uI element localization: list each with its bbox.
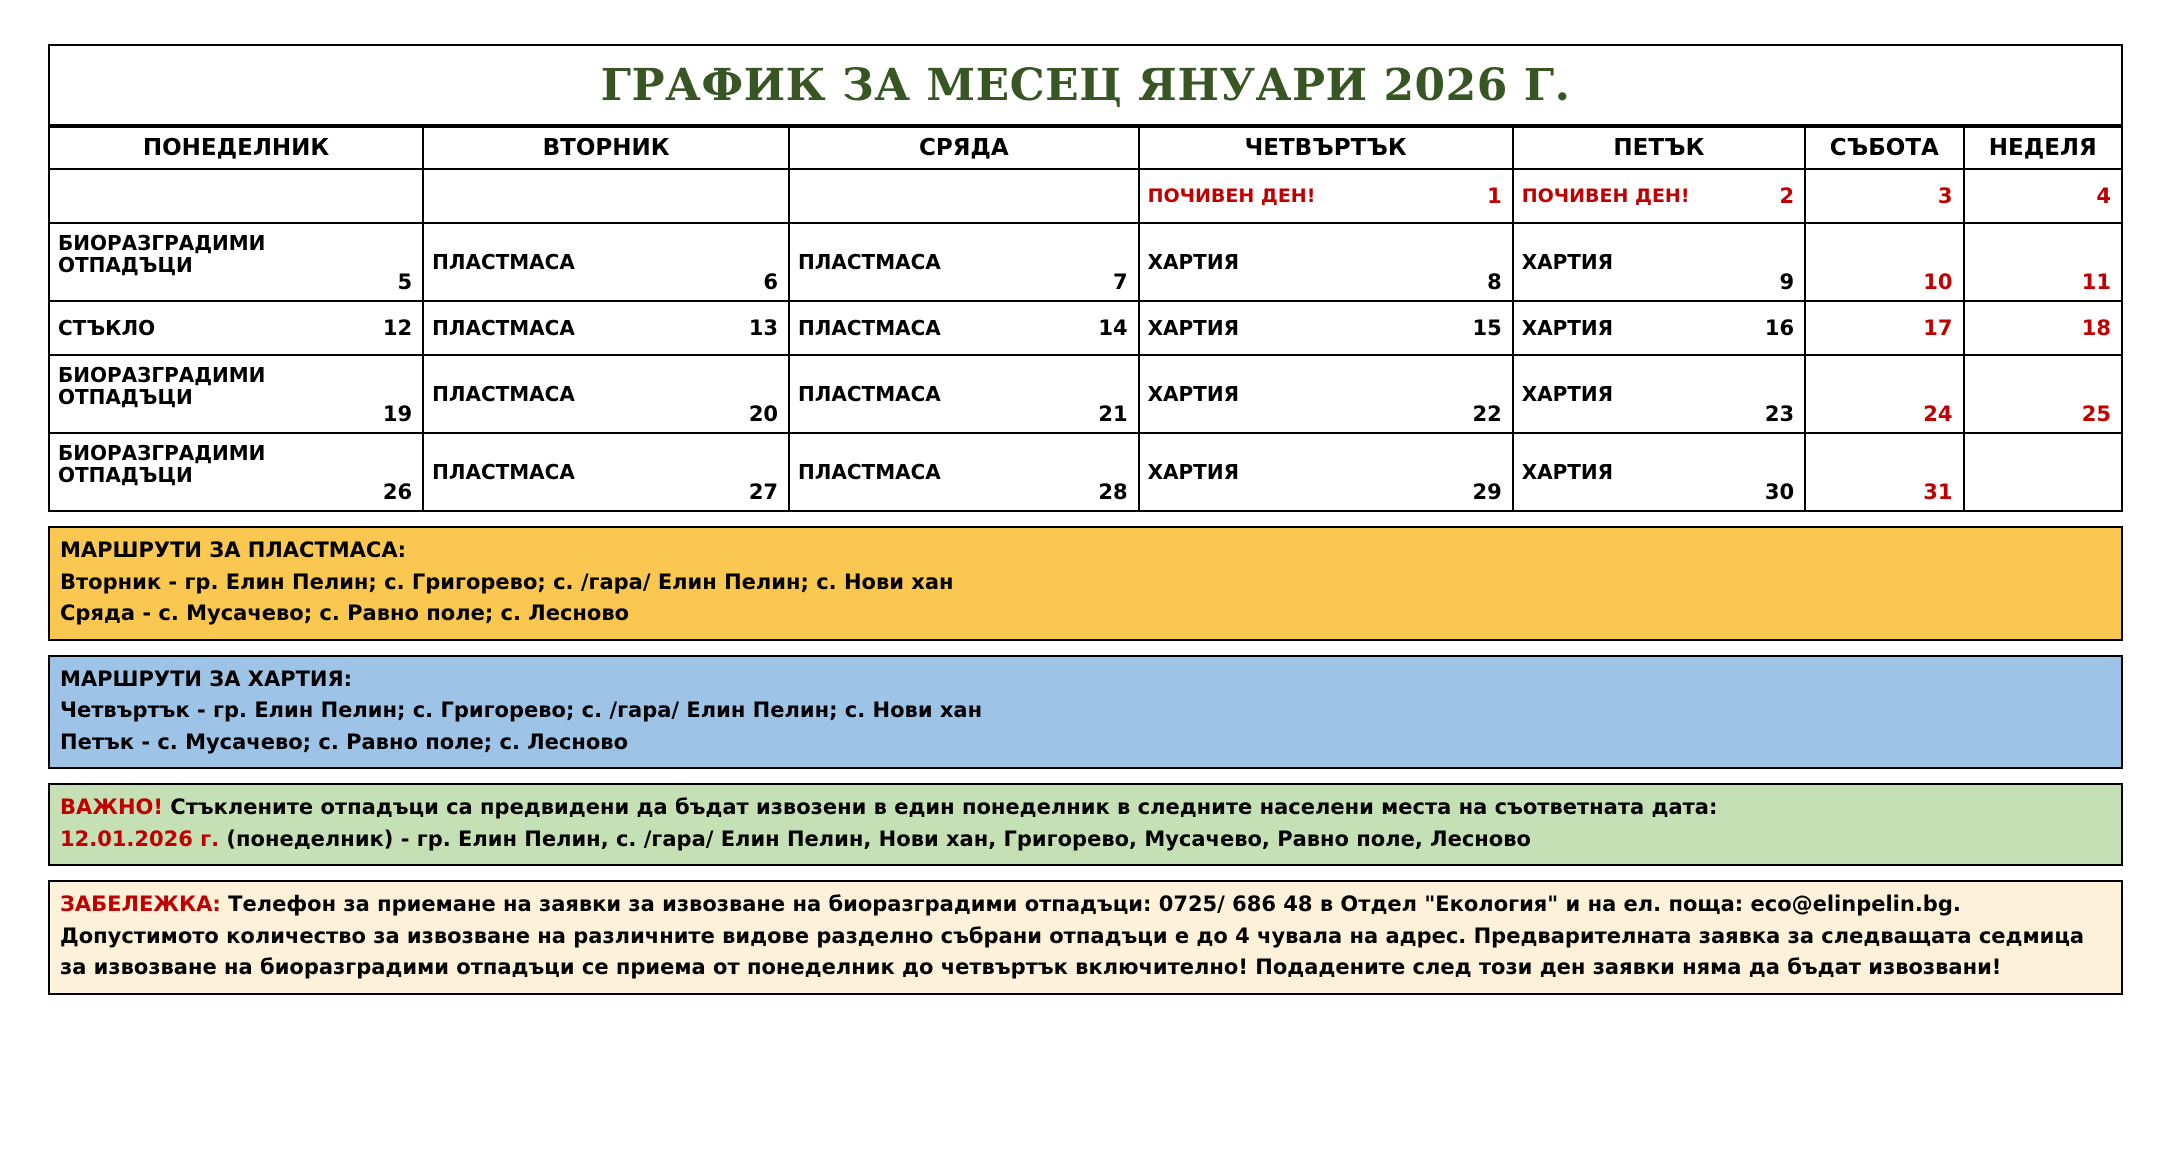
- calendar-cell-day-19: [49, 355, 423, 433]
- calendar-cell-day-29: [1139, 433, 1513, 511]
- day-number: 24: [1923, 402, 1953, 426]
- waste-type-label: ХАРТИЯ: [1521, 459, 1614, 484]
- calendar-cell-empty: [1964, 433, 2122, 511]
- waste-type-label: ПЛАСТМАСА: [798, 459, 941, 484]
- calendar-cell-day-18: [1964, 301, 2122, 355]
- day-number: 15: [1472, 316, 1502, 340]
- day-number: 19: [382, 402, 413, 426]
- routes-paper-block: [48, 655, 2123, 770]
- important-line-1: [60, 792, 2111, 824]
- spacer: [48, 866, 2123, 880]
- weekday-header-friday: ПЕТЪК: [1513, 127, 1805, 169]
- waste-type-label: ПЛАСТМАСА: [432, 381, 575, 406]
- waste-type-label: ХАРТИЯ: [1521, 249, 1614, 274]
- note-line: [60, 889, 2111, 984]
- calendar-cell-day-26: [49, 433, 423, 511]
- important-line-2: [60, 824, 2111, 856]
- day-number: 21: [1098, 402, 1128, 426]
- weekday-header-saturday: СЪБОТА: [1805, 127, 1963, 169]
- rest-day-label: ПОЧИВЕН ДЕН!: [1147, 185, 1316, 207]
- calendar-cell-day-30: [1513, 433, 1805, 511]
- waste-type-label: ХАРТИЯ: [1147, 459, 1239, 484]
- day-number: 2: [1779, 184, 1795, 208]
- calendar-cell-day-5: [49, 223, 423, 301]
- waste-type-label: ХАРТИЯ: [1147, 315, 1239, 340]
- waste-type-label: ПЛАСТМАСА: [798, 249, 941, 274]
- day-number: 8: [1487, 270, 1502, 294]
- day-number: 23: [1764, 402, 1795, 426]
- waste-type-label: ПЛАСТМАСА: [432, 459, 575, 484]
- day-number: 17: [1923, 316, 1953, 340]
- routes-plastic-line-2: Сряда - с. Мусачево; с. Равно поле; с. Лесново: [60, 601, 630, 625]
- calendar-week-row: [49, 355, 2122, 433]
- day-number: 6: [763, 270, 779, 294]
- calendar-cell-day-3: [1805, 169, 1963, 223]
- routes-plastic-line-1: Вторник - гр. Елин Пелин; с. Григорево; с. /гара/ Елин Пелин; с. Нови хан: [60, 569, 954, 594]
- waste-type-label: ПЛАСТМАСА: [798, 315, 941, 340]
- weekday-header-wednesday: СРЯДА: [789, 127, 1139, 169]
- day-number: 7: [1113, 270, 1128, 294]
- calendar-cell-day-12: [49, 301, 423, 355]
- calendar-cell-empty: [423, 169, 789, 223]
- calendar-week-row: [49, 223, 2122, 301]
- day-number: 13: [748, 316, 779, 340]
- note-tag: ЗАБЕЛЕЖКА:: [60, 892, 221, 916]
- calendar-cell-day-9: [1513, 223, 1805, 301]
- calendar-cell-day-10: [1805, 223, 1963, 301]
- calendar-week-row: [49, 433, 2122, 511]
- calendar-cell-day-1: [1139, 169, 1513, 223]
- weekday-header-thursday: ЧЕТВЪРТЪК: [1139, 127, 1513, 169]
- calendar-cell-day-22: [1139, 355, 1513, 433]
- calendar-cell-day-15: [1139, 301, 1513, 355]
- routes-paper-line-2: Петък - с. Мусачево; с. Равно поле; с. Лесново: [60, 729, 629, 754]
- calendar-cell-day-14: [789, 301, 1139, 355]
- calendar-week-row: [49, 301, 2122, 355]
- day-number: 28: [1098, 480, 1128, 504]
- calendar-cell-day-24: [1805, 355, 1963, 433]
- calendar-table: [48, 126, 2123, 512]
- calendar-cell-day-20: [423, 355, 789, 433]
- waste-type-label: БИОРАЗГРАДИМИ ОТПАДЪЦИ: [58, 231, 266, 278]
- waste-type-label: ХАРТИЯ: [1521, 315, 1614, 340]
- day-number: 3: [1937, 184, 1953, 208]
- weekday-header-monday: ПОНЕДЕЛНИК: [49, 127, 423, 169]
- day-number: 31: [1923, 480, 1953, 504]
- page-title: ГРАФИК ЗА МЕСЕЦ ЯНУАРИ 2026 Г.: [600, 59, 1571, 111]
- routes-plastic-block: [48, 526, 2123, 641]
- day-number: 14: [1098, 316, 1128, 340]
- spacer: [48, 641, 2123, 655]
- calendar-cell-day-8: [1139, 223, 1513, 301]
- calendar-cell-day-23: [1513, 355, 1805, 433]
- waste-type-label: БИОРАЗГРАДИМИ ОТПАДЪЦИ: [58, 441, 266, 488]
- day-number: 4: [2096, 184, 2111, 208]
- routes-paper-line-1: Четвъртък - гр. Елин Пелин; с. Григорево; с. /гара/ Елин Пелин; с. Нови хан: [60, 698, 983, 722]
- waste-type-label: СТЪКЛО: [58, 315, 156, 340]
- routes-paper-heading: МАРШРУТИ ЗА ХАРТИЯ:: [60, 666, 353, 691]
- day-number: 9: [1779, 270, 1795, 294]
- day-number: 27: [748, 480, 779, 504]
- calendar-cell-day-17: [1805, 301, 1963, 355]
- note-text: Телефон за приемане на заявки за извозване на биоразградими отпадъци: 0725/ 686 48 в Отдел "Екология" и на ел. поща: eco@elinpelin.bg. Допустимото количество за извозване на различните видове разделно събрани отпадъци е до 4 чувала на адрес. Предварителната заявка за следващата седмица за извозване на биоразградими отпадъци се приема от понеделник до четвъртък включително! Подадените след този ден заявки няма да бъдат извозвани!: [60, 892, 2085, 979]
- important-tag: ВАЖНО!: [60, 795, 163, 819]
- day-number: 25: [2081, 402, 2111, 426]
- page-title-box: [48, 44, 2123, 126]
- calendar-cell-day-4: [1964, 169, 2122, 223]
- day-number: 1: [1487, 184, 1502, 208]
- calendar-cell-day-25: [1964, 355, 2122, 433]
- important-date: 12.01.2026 г.: [60, 826, 220, 851]
- calendar-cell-day-7: [789, 223, 1139, 301]
- day-number: 5: [397, 270, 413, 294]
- weekday-header-sunday: НЕДЕЛЯ: [1964, 127, 2122, 169]
- calendar-week-row: [49, 169, 2122, 223]
- day-number: 29: [1472, 480, 1502, 504]
- calendar-cell-day-11: [1964, 223, 2122, 301]
- calendar-header-row: [49, 127, 2122, 169]
- calendar-cell-empty: [789, 169, 1139, 223]
- calendar-cell-day-2: [1513, 169, 1805, 223]
- waste-type-label: ХАРТИЯ: [1521, 381, 1614, 406]
- day-number: 12: [382, 316, 413, 340]
- calendar-cell-day-27: [423, 433, 789, 511]
- day-number: 30: [1764, 480, 1795, 504]
- waste-type-label: ПЛАСТМАСА: [432, 249, 575, 274]
- day-number: 26: [382, 480, 413, 504]
- spacer: [48, 512, 2123, 526]
- day-number: 18: [2081, 316, 2111, 340]
- important-text-1: Стъклените отпадъци са предвидени да бъдат извозени в един понеделник в следните населени места на съответната дата:: [162, 795, 1718, 819]
- note-block: [48, 880, 2123, 995]
- calendar-cell-day-6: [423, 223, 789, 301]
- waste-type-label: ПЛАСТМАСА: [432, 315, 575, 340]
- waste-type-label: ХАРТИЯ: [1147, 249, 1239, 274]
- calendar-cell-day-28: [789, 433, 1139, 511]
- day-number: 10: [1923, 270, 1953, 294]
- day-number: 11: [2081, 270, 2111, 294]
- calendar-cell-day-21: [789, 355, 1139, 433]
- calendar-cell-empty: [49, 169, 423, 223]
- important-text-2: (понеделник) - гр. Елин Пелин, с. /гара/ Елин Пелин, Нови хан, Григорево, Мусачево, Равно поле, Лесново: [219, 826, 1531, 851]
- waste-type-label: БИОРАЗГРАДИМИ ОТПАДЪЦИ: [58, 363, 266, 410]
- waste-type-label: ПЛАСТМАСА: [798, 381, 941, 406]
- calendar-cell-day-16: [1513, 301, 1805, 355]
- waste-type-label: ХАРТИЯ: [1147, 381, 1239, 406]
- calendar-cell-day-31: [1805, 433, 1963, 511]
- important-notice-block: [48, 783, 2123, 866]
- calendar-cell-day-13: [423, 301, 789, 355]
- spacer: [48, 769, 2123, 783]
- day-number: 16: [1764, 316, 1795, 340]
- weekday-header-tuesday: ВТОРНИК: [423, 127, 789, 169]
- day-number: 20: [748, 402, 779, 426]
- day-number: 22: [1472, 402, 1502, 426]
- routes-plastic-heading: МАРШРУТИ ЗА ПЛАСТМАСА:: [60, 538, 406, 562]
- rest-day-label: ПОЧИВЕН ДЕН!: [1521, 185, 1690, 207]
